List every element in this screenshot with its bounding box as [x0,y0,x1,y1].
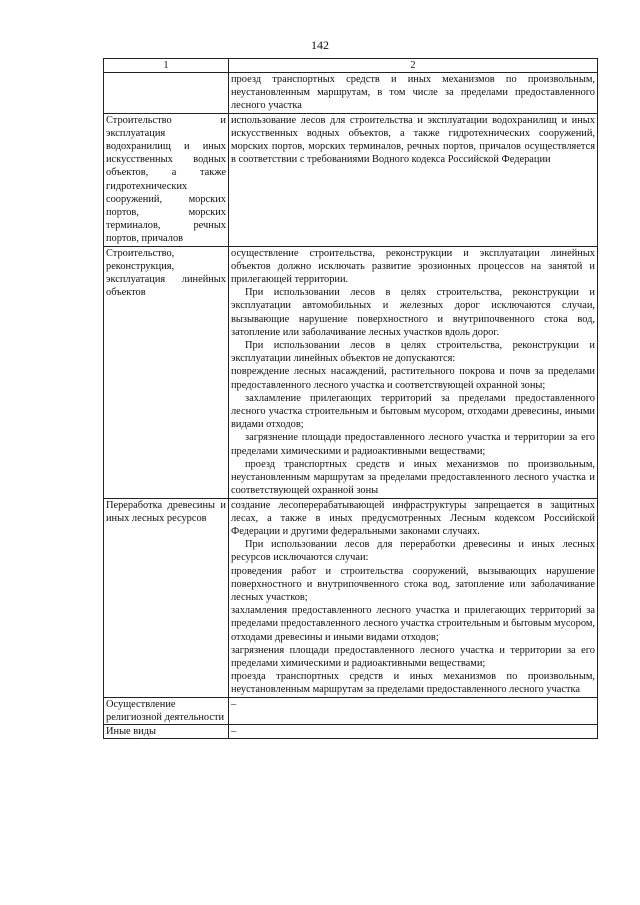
forest-use-requirements [229,498,598,697]
forest-use-requirements [229,246,598,498]
requirement-paragraph: повреждение лесных насаждений, растительного покрова и почв за пределами предоставленного лесного участка и соответствующей охранной зоны; [231,366,595,391]
table-header-row [104,59,598,73]
forest-use-requirements [229,73,598,114]
requirement-paragraph: захламление прилегающих территорий за пределами предоставленного лесного участка строительным и бытовым мусором, отходами древесины, иными видами отходов; [231,392,595,431]
table-row [104,113,598,246]
requirement-paragraph: При использовании лесов в целях строительства, реконструкции и эксплуатации линейных объектов не допускаются: [231,340,595,365]
column-header-1: 1 [104,59,229,73]
forest-use-type [104,73,229,114]
requirement-paragraph: осуществление строительства, реконструкции и эксплуатации линейных объектов должно исключать развитие эрозионных процессов на занятой и прилегающей территории. [231,247,595,286]
requirement-paragraph: При использовании лесов для переработки древесины и иных лесных ресурсов исключаются случаи: [231,539,595,564]
table-row [104,724,598,738]
table-row [104,73,598,114]
requirement-paragraph: загрязнения площади предоставленного лесного участка и территории за его пределами химическими и радиоактивными веществами; [231,644,595,669]
requirement-paragraph: проезд транспортных средств и иных механизмов по произвольным, неустановленным маршрутам за пределами предоставленного лесного участка и соответствующей охранной зоны [231,458,595,497]
forest-use-type: Переработка древесины и иных лесных ресурсов [104,498,229,697]
forest-use-type: Строительство, реконструкция, эксплуатация линейных объектов [104,246,229,498]
column-header-2: 2 [229,59,598,73]
requirement-paragraph: проезд транспортных средств и иных механизмов по произвольным, неустановленным маршрутам, в том числе за пределами предоставленного лесного участка [231,74,595,112]
table-row [104,498,598,697]
forest-use-requirements: – [229,697,598,724]
requirement-paragraph: создание лесоперерабатывающей инфраструктуры запрещается в защитных лесах, а также в иных предусмотренных Лесным кодексом Российской Федерации и другими федеральными законами случаях. [231,499,595,537]
requirement-paragraph: проезда транспортных средств и иных механизмов по произвольным, неустановленным маршрутам за пределами предоставленного лесного участка [231,671,595,696]
requirement-paragraph: загрязнение площади предоставленного лесного участка и территории за его пределами химическими и радиоактивными веществами; [231,432,595,457]
requirement-paragraph: использование лесов для строительства и эксплуатации водохранилищ и иных искусственных водных объектов, а также гидротехнических сооружений, морских портов, морских терминалов, речных портов, причалов осуществляется в соответствии с требованиями Водного кодекса Российской Федерации [231,114,595,166]
forest-use-requirements [229,113,598,246]
forest-use-table [103,58,598,739]
requirement-paragraph: проведения работ и строительства сооружений, вызывающих нарушение поверхностного и внутрипочвенного стока вод, затопление или заболачивание лесных участков; [231,565,595,603]
requirement-paragraph: При использовании лесов в целях строительства, реконструкции и эксплуатации автомобильных и железных дорог исключаются случаи, вызывающие нарушение поверхностного и внутрипочвенного стока вод, затопление или заболачивание лесных участков вдоль дорог. [231,287,595,338]
forest-use-type: Строительство и эксплуатация водохранилищ и иных искусственных водных объектов, а также гидротехнических сооружений, морских портов, морских терминалов, речных портов, причалов [104,113,229,246]
requirement-paragraph: захламления предоставленного лесного участка и прилегающих территорий за пределами предоставленного лесного участка строительным и бытовым мусором, отходами древесины и иными видами отходов; [231,605,595,643]
forest-use-type: Осуществление религиозной деятельности [104,697,229,724]
table-row [104,697,598,724]
forest-use-type: Иные виды [104,724,229,738]
page-number: 142 [311,38,329,52]
forest-use-requirements: – [229,724,598,738]
table-row [104,246,598,498]
